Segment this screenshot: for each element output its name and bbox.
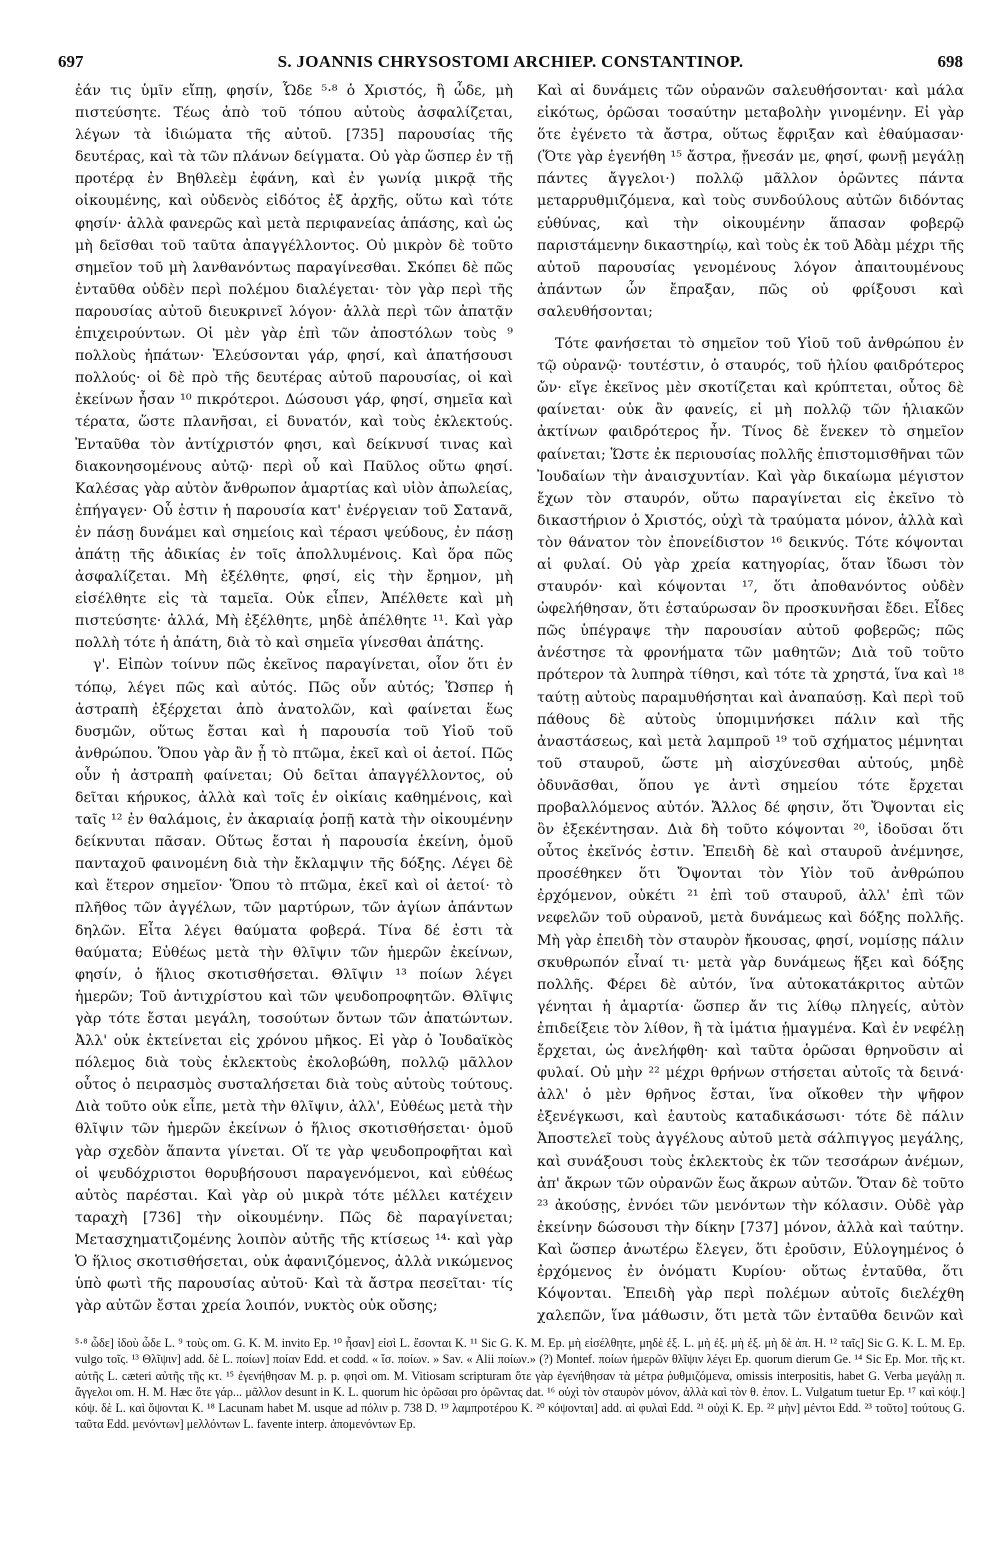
right-column <box>537 80 964 1325</box>
left-column <box>75 80 513 1325</box>
left-paragraph-1: ἐάν τις ὑμῖν εἴπῃ, φησίν, Ὧδε ⁵·⁸ ὁ Χριστός, ἢ ὧδε, μὴ πιστεύσητε. Τέως ἀπὸ τοῦ τόπου αὐτοὺς ἀσφαλίζεται, λέγων τὰ ἰδιώματα τῆς αὐτοῦ. [735] παρουσίας τῆς δευτέρας, καὶ τὰ τῶν πλάνων δείγματα. Οὐ γὰρ ὥσπερ ἐν τῇ προτέρᾳ ἐν Βηθλεὲμ ἐφάνη, καὶ ἐν γωνίᾳ μικρᾷ τῆς οἰκουμένης, καὶ οὐδενὸς εἰδότος ἐξ ἀρχῆς, οὕτω καὶ τότε φησίν· ἀλλὰ φανερῶς καὶ μετὰ περιφανείας ἁπάσης, καὶ ὡς μὴ δεῖσθαι τοῦ ταῦτα ἀπαγγέλλοντος. Οὐ μικρὸν δὲ τοῦτο σημεῖον τοῦ μὴ λανθανόντως παραγίνεσθαι. Σκόπει δὲ πῶς ἐνταῦθα οὐδὲν περὶ πολέμου διαλέγεται· τὸν γὰρ περὶ τῆς παρουσίας αὐτοῦ διευκρινεῖ λόγον· ἀλλὰ περὶ τῶν ἀπατᾷν ἐπιχειρούντων. Οἱ μὲν γὰρ ἐπὶ τῶν ἀποστόλων τοὺς ⁹ πολλοὺς ἠπάτων· Ἐλεύσονται γάρ, φησί, καὶ ἀπατήσουσι πολλούς· οἱ δὲ πρὸ τῆς δευτέρας αὐτοῦ παρουσίας, οἱ καὶ ἐκείνων ἦσαν ¹⁰ πικρότεροι. Δώσουσι γάρ, φησί, σημεῖα καὶ τέρατα, ὥστε πλανῆσαι, εἰ δυνατόν, καὶ τοὺς ἐκλεκτούς. Ἐνταῦθα τὸν ἀντίχριστόν φησι, καὶ δείκνυσί τινας καὶ διακονησομένους αὐτῷ· περὶ οὗ καὶ Παῦλος οὕτω φησί. Καλέσας γὰρ αὐτὸν ἄνθρωπον ἁμαρτίας καὶ υἱὸν ἀπωλείας, ἐπήγαγεν· Οὗ ἐστιν ἡ παρουσία κατ' ἐνέργειαν τοῦ Σατανᾶ, ἐν πάσῃ δυνάμει καὶ σημείοις καὶ τέρασι ψεύδους, ἐν πάσῃ ἀπάτῃ τῆς ἀδικίας ἐν τοῖς ἀπολλυμένοις. Καὶ ὅρα πῶς ἀσφαλίζεται. Μὴ ἐξέλθητε, φησί, εἰς τὴν ἔρημον, μὴ εἰσέλθητε εἰς τὰ ταμεῖα. Οὐκ εἶπεν, Ἀπέλθετε καὶ μὴ πιστεύσητε· ἀλλά, Μὴ ἐξέλθητε, μηδὲ ἀπέλθητε ¹¹. Καὶ γὰρ πολλὴ τότε ἡ ἀπάτη, διὰ τὸ καὶ σημεῖα γίνεσθαι ἀπάτης. <box>75 83 513 652</box>
running-header <box>58 52 963 74</box>
left-page-number: 697 <box>58 52 84 71</box>
footnotes <box>75 1335 965 1545</box>
right-page-number: 698 <box>937 52 963 71</box>
left-paragraph-2: γ'. Εἰπὼν τοίνυν πῶς ἐκεῖνος παραγίνεται, οἷον ὅτι ἐν τόπῳ, λέγει πῶς καὶ αὐτός. Πῶς οὖν αὐτός; Ὥσπερ ἡ ἀστραπὴ ἐξέρχεται ἀπὸ ἀνατολῶν, καὶ φαίνεται ἕως δυσμῶν, οὕτως ἔσται καὶ ἡ παρουσία τοῦ Υἱοῦ τοῦ ἀνθρώπου. Ὅπου γὰρ ἂν ᾖ τὸ πτῶμα, ἐκεῖ καὶ οἱ ἀετοί. Πῶς οὖν ἡ ἀστραπὴ φαίνεται; Οὐ δεῖται ἀπαγγέλλοντος, οὐ δεῖται κήρυκος, ἀλλὰ καὶ τοῖς ἐν οἰκίαις καθημένοις, καὶ ταῖς ¹² ἐν θαλάμοις, ἐν ἀκαριαίᾳ ῥοπῇ κατὰ τὴν οἰκουμένην δείκνυται πᾶσαν. Οὕτως ἔσται ἡ παρουσία ἐκείνη, ὁμοῦ πανταχοῦ φαινομένη διὰ τὴν ἔκλαμψιν τῆς δόξης. Λέγει δὲ καὶ ἕτερον σημεῖον· Ὅπου τὸ πτῶμα, ἐκεῖ καὶ οἱ ἀετοί· τὸ πλῆθος τῶν ἀγγέλων, τῶν μαρτύρων, τῶν ἁγίων ἁπάντων δηλῶν. Εἶτα λέγει θαύματα φοβερά. Τίνα δέ ἐστι τὰ θαύματα; Εὐθέως μετὰ τὴν θλῖψιν τῶν ἡμερῶν ἐκείνων, φησίν, ὁ ἥλιος σκοτισθήσεται. Θλῖψιν ¹³ ποίων λέγει ἡμερῶν; Τοῦ ἀντιχρίστου καὶ τῶν ψευδοπροφητῶν. Θλῖψις γὰρ τότε ἔσται μεγάλη, τοσούτων ὄντων τῶν ἀπατώντων. Ἀλλ' οὐκ ἐκτείνεται εἰς χρόνου μῆκος. Εἰ γὰρ ὁ Ἰουδαϊκὸς πόλεμος διὰ τοὺς ἐκλεκτοὺς ἐκολοβώθη, πολλῷ μᾶλλον οὗτος ὁ πειρασμὸς συσταλήσεται διὰ τοὺς αὐτοὺς τούτους. Διὰ τοῦτο οὐκ εἶπε, μετὰ τὴν θλῖψιν, ἀλλ', Εὐθέως μετὰ τὴν θλῖψιν τῶν ἡμερῶν ἐκείνων ὁ ἥλιος σκοτισθήσεται· ὁμοῦ γὰρ σχεδὸν ἅπαντα γίνεται. Οἵ τε γὰρ ψευδοπροφῆται καὶ οἱ ψευδόχριστοι θορυβήσουσι παραγενόμενοι, καὶ εὐθέως αὐτὸς παρέσται. Καὶ γὰρ οὐ μικρὰ τότε μέλλει κατέχειν ταραχὴ [736] τὴν οἰκουμένην. Πῶς δὲ παραγίνεται; Μετασχηματιζομένης λοιπὸν αὐτῆς τῆς κτίσεως ¹⁴· καὶ γὰρ Ὁ ἥλιος σκοτισθήσεται, οὐκ ἀφανιζόμενος, ἀλλὰ νικώμενος ὑπὸ φωτὶ τῆς παρουσίας αὐτοῦ· Καὶ τὰ ἄστρα πεσεῖται· τίς γὰρ αὐτῶν ἔσται χρεία λοιπόν, νυκτὸς οὐκ οὔσης; <box>75 657 513 1315</box>
right-paragraph-1: Καὶ αἱ δυνάμεις τῶν οὐρανῶν σαλευθήσονται· καὶ μάλα εἰκότως, ὁρῶσαι τοσαύτην μεταβολὴν γινομένην. Εἰ γὰρ ὅτε ἐγένετο τὰ ἄστρα, οὕτως ἔφριξαν καὶ ἐθαύμασαν· (Ὅτε γὰρ ἐγενήθη ¹⁵ ἄστρα, ᾔνεσάν με, φησί, φωνῇ μεγάλῃ πάντες ἄγγελοι·) πολλῷ μᾶλλον ὁρῶντες πάντα μεταρρυθμιζόμενα, καὶ τοὺς συνδούλους αὐτῶν διδόντας εὐθύνας, καὶ τὴν οἰκουμένην ἅπασαν φοβερῷ παριστάμενην δικαστηρίῳ, καὶ τοὺς ἐκ τοῦ Ἀδὰμ μέχρι τῆς αὐτοῦ παρουσίας γενομένους λόγον ἀπαιτουμένους ἁπάντων ὧν ἔπραξαν, πῶς οὐ φρίξουσι καὶ σαλευθήσονται; <box>537 83 964 320</box>
footnotes-text: ⁵·⁸ ὧδε] ἰδοὺ ὧδε L. ⁹ τοὺς om. G. K. M. invito Ep. ¹⁰ ἦσαν] εἰσὶ L. ἔσονται K. ¹¹ Sic G. K. M. Ep. μὴ εἰσέλθητε, μηδὲ ἐξ. L. μὴ ἐξ. μὴ ἐξ. μὴ δὲ ἀπ. H. ¹² ταῖς] Sic G. K. L. M. Ep. vulgo τοῖς. ¹³ Θλῖψιν] add. δὲ L. ποίων] ποίαν Edd. et codd. « ἴσ. ποίων. » Sav. « Alii ποίων.» (?) Montef. ποίων ἡμερῶν θλῖψιν λέγει Ep. quorum dierum Ge. ¹⁴ Sic Ep. Mor. τῆς κτ. αὐτῆς L. cæteri αὐτῆς τῆς κτ. ¹⁵ ἐγενήθησαν M. p. p. φησὶ om. M. Vitiosam scripturam ὅτε γὰρ ἐγενήθησαν τὰ μέτρα ῥυθμιζόμενα, omissis interpositis, habet G. Verba μεγάλῃ π. ἄγγελοι om. H. M. Hæc ὅτε γάρ... μᾶλλον desunt in K. L. quorum hic ὁρῶσαι pro ὁρῶντας dat. ¹⁶ οὐχὶ τὸν σταυρὸν μόνον, ἀλλὰ καὶ τὸν θ. ἐπον. L. Vulgatum tuetur Ep. ¹⁷ καὶ κόψ.] κόψ. δὲ L. καὶ ὄψονται K. ¹⁸ Lacunam habet M. usque ad πόλιν p. 738 D. ¹⁹ λαμπροτέρου K. ²⁰ κόψονται] add. αἱ φυλαὶ Edd. ²¹ οὐχὶ K. Ep. ²² μὴν] μέντοι Edd. ²³ τοῦτο] τούτους G. ταῦτα Edd. μενόντων] μελλόντων L. favente interp. ἀπομενόντων Ep. <box>75 1336 965 1432</box>
running-title: S. JOANNIS CHRYSOSTOMI ARCHIEP. CONSTANTINOP. <box>277 52 744 71</box>
right-paragraph-2: Τότε φανήσεται τὸ σημεῖον τοῦ Υἱοῦ τοῦ ἀνθρώπου ἐν τῷ οὐρανῷ· τουτέστιν, ὁ σταυρός, τοῦ ἡλίου φαιδρότερος ὤν· εἴγε ἐκεῖνος μὲν σκοτίζεται καὶ κρύπτεται, οὗτος δὲ φαίνεται· οὐκ ἂν φανείς, εἰ μὴ πολλῷ τῶν ἡλιακῶν ἀκτίνων φαιδρότερος ἦν. Τίνος δὲ ἕνεκεν τὸ σημεῖον φαίνεται; Ὥστε ἐκ περιουσίας πολλῆς ἐπιστομισθῆναι τῶν Ἰουδαίων τὴν ἀναισχυντίαν. Καὶ γὰρ δικαίωμα μέγιστον ἔχων τὸν σταυρόν, οὕτω παραγίνεται εἰς ἐκεῖνο τὸ δικαστήριον ὁ Χριστός, οὐχὶ τὰ τραύματα μόνον, ἀλλὰ καὶ τὸν θάνατον τὸν ἐπονείδιστον ¹⁶ δεικνύς. Τότε κόψονται αἱ φυλαί. Οὐ γὰρ χρεία κατηγορίας, ὅταν ἴδωσι τὸν σταυρόν· καὶ κόψονται ¹⁷, ὅτι ἀποθανόντος οὐδὲν ὠφελήθησαν, ὅτι ἐσταύρωσαν ὃν προσκυνῆσαι ἔδει. Εἶδες πῶς ὑπέγραψε τὴν παρουσίαν αὐτοῦ φοβερῶς; πῶς ἀνέστησε τὰ φρονήματα τῶν μαθητῶν; Διὰ τοῦ τοῦτο πρότερον τὰ λυπηρὰ τίθησι, καὶ τότε τὰ χρηστά, ἵνα καὶ ¹⁸ ταύτῃ αὐτοὺς παραμυθήσηται καὶ ἀναπαύσῃ. Καὶ περὶ τοῦ πάθους δὲ αὐτοὺς ὑπομιμνήσκει πάλιν καὶ τῆς ἀναστάσεως, καὶ μετὰ λαμπροῦ ¹⁹ τοῦ σχήματος μέμνηται τοῦ σταυροῦ, ὥστε μὴ αἰσχύνεσθαι αὐτούς, μηδὲ ὀδυνᾶσθαι, ὅπου γε ἀντὶ σημείου τότε ἔρχεται προβαλλόμενος αὐτόν. Ἄλλος δέ φησιν, ὅτι Ὄψονται εἰς ὃν ἐξεκέντησαν. Διὰ δὴ τοῦτο κόψονται ²⁰, ἰδοῦσαι ὅτι οὗτος ἐκεῖνός ἐστιν. Ἐπειδὴ δὲ καὶ σταυροῦ ἀνέμνησε, προσέθηκεν ὅτι Ὄψονται τὸν Υἱὸν τοῦ ἀνθρώπου ἐρχόμενον, οὐκέτι ²¹ ἐπὶ τοῦ σταυροῦ, ἀλλ' ἐπὶ τῶν νεφελῶν τοῦ οὐρανοῦ, μετὰ δυνάμεως καὶ δόξης πολλῆς. Μὴ γὰρ ἐπειδὴ τὸν σταυρὸν ἤκουσας, φησί, νομίσῃς πάλιν σκυθρωπόν εἶναί τι· μετὰ γὰρ δυνάμεως ἥξει καὶ δόξης πολλῆς. Φέρει δὲ αὐτόν, ἵνα αὐτοκατάκριτος αὐτῶν γένηται ἡ ἁμαρτία· ὥσπερ ἄν τις λίθῳ πληγείς, αὐτὸν ἐπιδείξειε τὸν λίθον, ἢ τὰ ἱμάτια ᾑμαγμένα. Καὶ ἐν νεφέλῃ ἔρχεται, ὡς ἀνελήφθη· καὶ ταῦτα ὁρῶσαι θρηνοῦσιν αἱ φυλαί. Οὐ μὴν ²² μέχρι θρήνων στήσεται αὐτοῖς τὰ δεινά· ἀλλ' ὁ μὲν θρῆνος ἔσται, ἵνα οἴκοθεν τὴν ψῆφον ἐξενέγκωσι, καὶ ἑαυτοὺς καταδικάσωσι· τότε δὲ πάλιν Ἀποστελεῖ τοὺς ἀγγέλους αὐτοῦ μετὰ σάλπιγγος μεγάλης, καὶ συνάξουσι τοὺς ἐκλεκτοὺς ἐκ τῶν τεσσάρων ἀνέμων, ἀπ' ἄκρων τῶν οὐρανῶν ἕως ἄκρων αὐτῶν. Ὅταν δὲ τοῦτο ²³ ἀκούσῃς, ἐννόει τῶν μενόντων τὴν κόλασιν. Οὐδὲ γὰρ ἐκείνην δώσουσι τὴν δίκην [737] μόνον, ἀλλὰ καὶ ταύτην. Καὶ ὥσπερ ἀνωτέρω ἔλεγεν, ὅτι ἐροῦσιν, Εὐλογημένος ὁ ἐρχόμενος ἐν ὀνόματι Κυρίου· οὕτως ἐνταῦθα, ὅτι Κόψονται. Ἐπειδὴ γὰρ περὶ πολέμων αὐτοῖς διελέχθη χαλεπῶν, ἵνα μάθωσιν, ὅτι μετὰ τῶν ἐνταῦθα δεινῶν καὶ <box>537 336 964 1325</box>
